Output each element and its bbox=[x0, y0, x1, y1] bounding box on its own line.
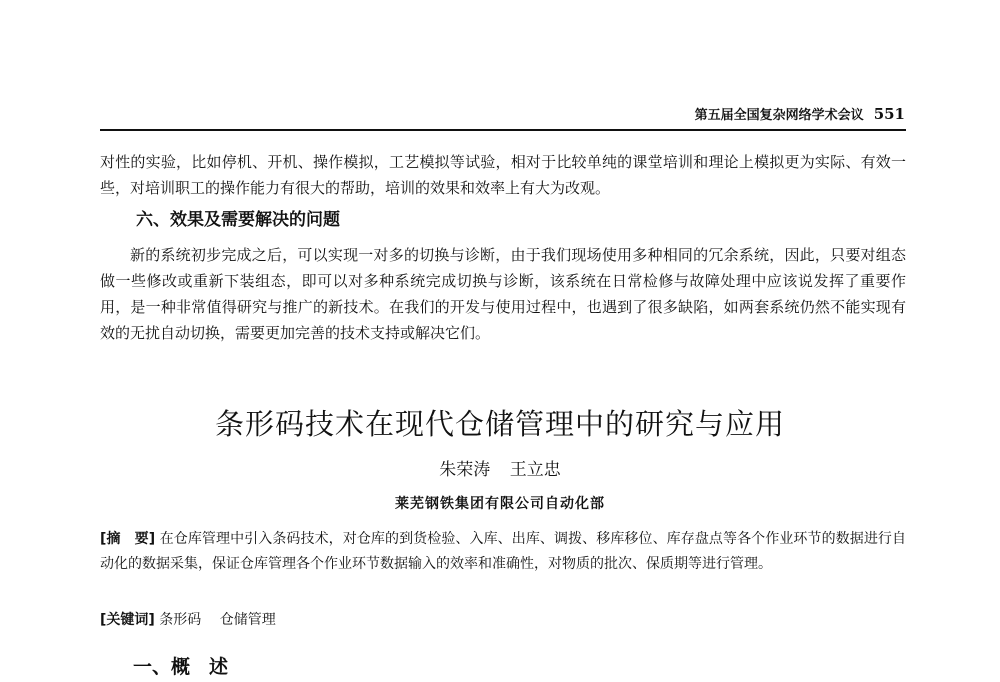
section-heading-6: 六、效果及需要解决的问题 bbox=[136, 210, 340, 230]
running-header bbox=[100, 104, 905, 123]
article-title: 条形码技术在现代仓储管理中的研究与应用 bbox=[214, 407, 785, 441]
keywords bbox=[100, 608, 906, 633]
abstract-label: [摘 要] bbox=[100, 531, 156, 547]
keywords-label: [关键词] bbox=[100, 612, 155, 628]
affiliation: 莱芜钢铁集团有限公司自动化部 bbox=[395, 496, 605, 512]
abstract bbox=[100, 527, 906, 577]
section-heading-1: 一、概 述 bbox=[133, 656, 229, 678]
header-rule bbox=[100, 129, 906, 131]
continued-paragraph: 对性的实验，比如停机、开机、操作模拟，工艺模拟等试验，相对于比较单纯的课堂培训和理论上模拟更为实际、有效一些，对培训职工的操作能力有很大的帮助，培训的效果和效率上有大为改观。 bbox=[100, 153, 906, 197]
authors bbox=[0, 455, 1000, 480]
conference-name: 第五届全国复杂网络学术会议 bbox=[694, 108, 864, 123]
author-1: 朱荣涛 bbox=[439, 460, 491, 480]
keyword-1: 条形码 bbox=[159, 612, 202, 628]
author-2: 王立忠 bbox=[509, 460, 561, 480]
keyword-2: 仓储管理 bbox=[219, 612, 276, 628]
abstract-text: 在仓库管理中引入条码技术，对仓库的到货检验、入库、出库、调拨、移库移位、库存盘点等各个作业环节的数据进行自动化的数据采集，保证仓库管理各个作业环节数据输入的效率和准确性，对物质的批次、保质期等进行管理。 bbox=[100, 531, 907, 572]
section-6-paragraph: 新的系统初步完成之后，可以实现一对多的切换与诊断，由于我们现场使用多种相同的冗余系统，因此，只要对组态做一些修改或重新下装组态，即可以对多种系统完成切换与诊断，该系统在日常检修与故障处理中应该说发挥了重要作用，是一种非常值得研究与推广的新技术。在我们的开发与使用过程中，也遇到了很多缺陷，如两套系统仍然不能实现有效的无扰自动切换，需要更加完善的技术支持或解决它们。 bbox=[100, 246, 906, 342]
page-number: 551 bbox=[873, 105, 905, 123]
